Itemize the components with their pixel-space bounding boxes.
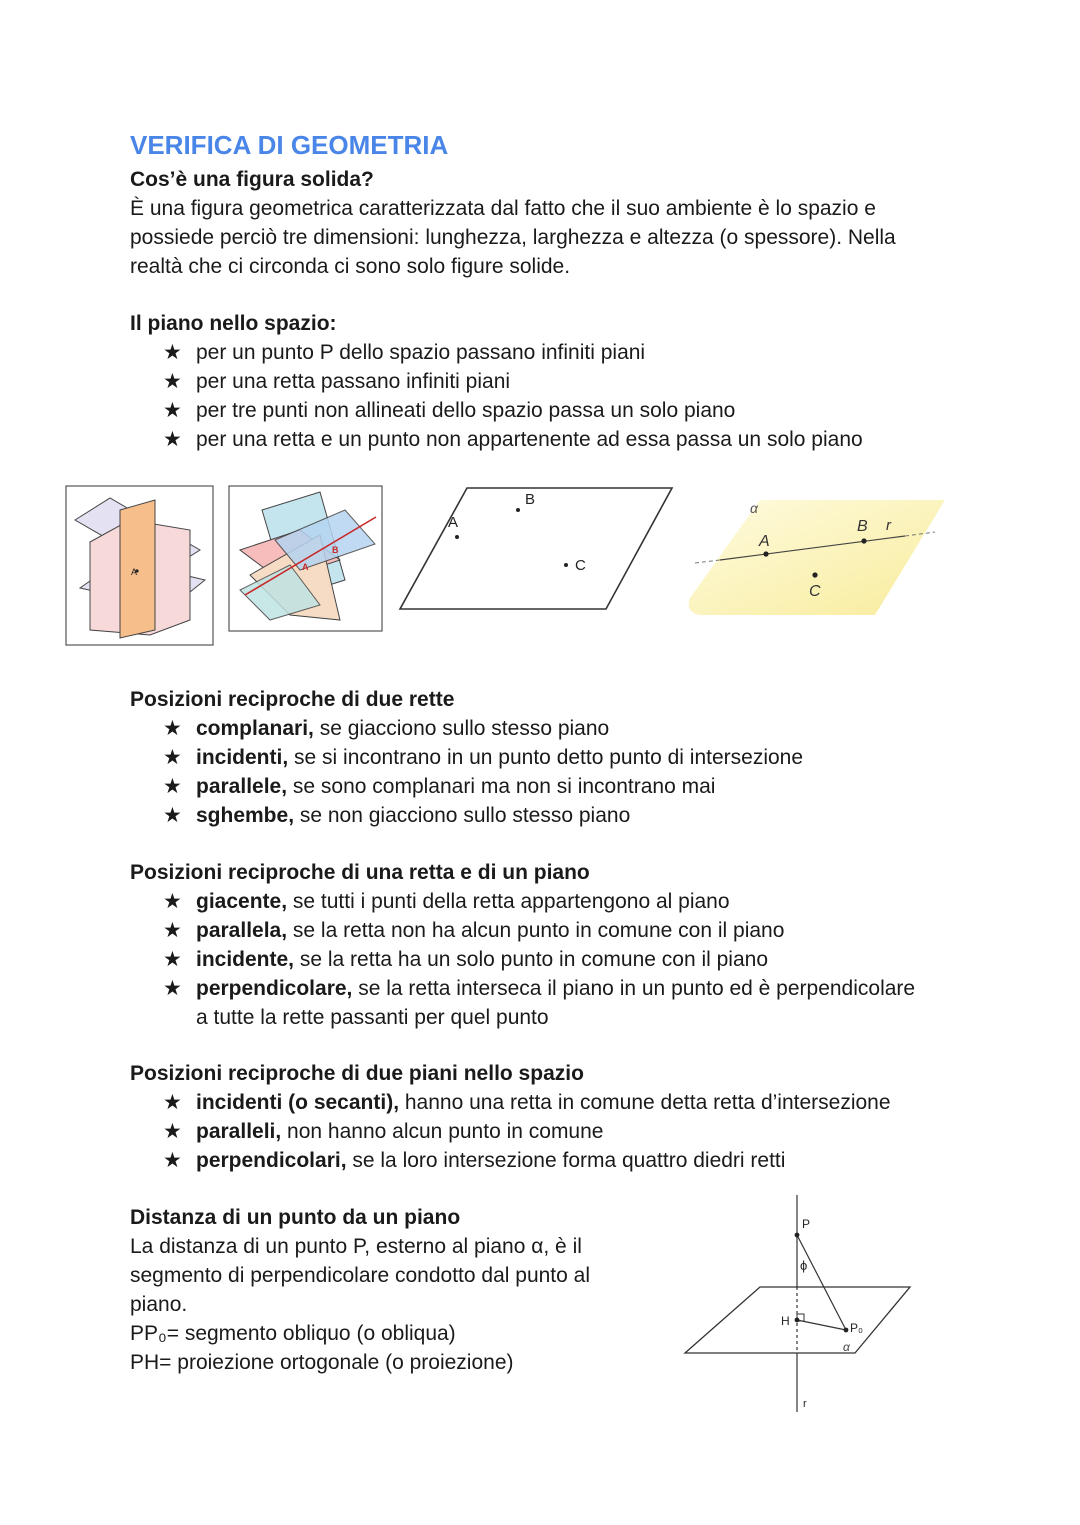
definition: se sono complanari ma non si incontrano mai [287,775,716,798]
term: perpendicolari, [196,1149,347,1172]
solid-line: possiede perciò tre dimensioni: lunghezza, larghezza e altezza (o spessore). Nella [130,226,896,249]
fig3-point-c: C [575,557,586,574]
star-icon: ★ [163,804,182,827]
list-item [163,1088,891,1117]
definition: se giacciono sullo stesso piano [313,717,610,740]
item-text: per un punto P dello spazio passano infiniti piani [196,341,646,364]
term: paralleli, [196,1120,282,1143]
diagram-point-h: H [781,1314,790,1328]
diagram-angle-phi: ϕ [800,1258,808,1273]
term: incidente, [196,948,295,971]
figure-line-and-point-plane [689,500,945,615]
two-planes-list [163,1088,891,1175]
list-item [163,743,803,772]
definition: hanno una retta in comune detta retta d’intersezione [399,1091,891,1114]
star-icon: ★ [163,428,182,451]
distance-diagram [680,1190,920,1415]
solid-paragraph [130,194,930,281]
star-icon: ★ [163,919,182,942]
definition: se la retta non ha alcun punto in comune con il piano [287,919,785,942]
term: parallela, [196,919,288,942]
fig2-point-b: B [332,545,339,555]
list-item [163,338,863,367]
term: complanari, [196,717,314,740]
term: sghembe, [196,804,295,827]
diagram-line-r: r [803,1398,807,1410]
definition: se la loro intersezione forma quattro diedri retti [346,1149,786,1172]
lines-list [163,714,803,830]
list-item [163,974,915,1032]
distance-line: piano. [130,1293,188,1316]
fig1-point-label: A [131,567,138,577]
line-plane-heading: Posizioni reciproche di una retta e di un piano [130,861,590,884]
plane-heading: Il piano nello spazio: [130,312,337,335]
term: incidenti, [196,746,289,769]
definition-continued: a tutte la rette passanti per quel punto [196,1006,549,1029]
star-icon: ★ [163,341,182,364]
term: parallele, [196,775,288,798]
fig2-point-a: A [302,562,309,572]
star-icon: ★ [163,399,182,422]
diagram-point-p0: P₀ [850,1321,863,1335]
distance-line: PH= proiezione ortogonale (o proiezione) [130,1351,514,1374]
distance-line: segmento di perpendicolare condotto dal punto al [130,1264,590,1287]
list-item [163,945,915,974]
fig4-line-r: r [886,517,891,534]
list-item [163,887,915,916]
solid-line: È una figura geometrica caratterizzata dal fatto che il suo ambiente è lo spazio e [130,197,876,220]
star-icon: ★ [163,977,182,1000]
plane-figures [0,480,1080,655]
list-item [163,396,863,425]
list-item [163,772,803,801]
star-icon: ★ [163,890,182,913]
solid-heading: Cos’è una figura solida? [130,168,374,191]
diagram-point-p: P [802,1217,811,1231]
list-item [163,367,863,396]
star-icon: ★ [163,1120,182,1143]
term: perpendicolare, [196,977,353,1000]
figure-planes-through-point [66,486,213,645]
page-title: VERIFICA DI GEOMETRIA [130,130,449,160]
diagram-alpha: α [843,1340,850,1354]
term: incidenti (o secanti), [196,1091,400,1114]
star-icon: ★ [163,775,182,798]
item-text: per una retta passano infiniti piani [196,370,511,393]
term: giacente, [196,890,288,913]
definition: se si incontrano in un punto detto punto di intersezione [288,746,804,769]
item-text: per una retta e un punto non appartenente ad essa passa un solo piano [196,428,863,451]
list-item [163,1146,891,1175]
star-icon: ★ [163,1091,182,1114]
definition: se la retta interseca il piano in un punto ed è perpendicolare [352,977,916,1000]
star-icon: ★ [163,948,182,971]
line-plane-list [163,887,915,1032]
star-icon: ★ [163,746,182,769]
definition: se la retta ha un solo punto in comune con il piano [294,948,769,971]
star-icon: ★ [163,370,182,393]
distance-paragraph [130,1232,650,1377]
fig3-point-b: B [525,491,536,508]
lines-heading: Posizioni reciproche di due rette [130,688,455,711]
figure-three-points-plane [400,488,672,609]
list-item [163,801,803,830]
definition: se non giacciono sullo stesso piano [294,804,631,827]
item-text: per tre punti non allineati dello spazio passa un solo piano [196,399,736,422]
distance-line: La distanza di un punto P, esterno al piano α, è il [130,1235,582,1258]
definition: non hanno alcun punto in comune [281,1120,604,1143]
distance-line: PP₀= segmento obliquo (o obliqua) [130,1322,456,1345]
fig4-alpha-label: α [750,500,758,516]
figure-planes-through-line [229,486,382,631]
list-item [163,1117,891,1146]
fig3-point-a: A [448,514,459,531]
fig4-point-b: B [857,518,868,535]
fig4-point-c: C [809,583,821,600]
plane-list [163,338,863,454]
distance-heading: Distanza di un punto da un piano [130,1206,461,1229]
list-item [163,916,915,945]
definition: se tutti i punti della retta appartengono al piano [287,890,730,913]
star-icon: ★ [163,717,182,740]
list-item [163,714,803,743]
list-item [163,425,863,454]
solid-line: realtà che ci circonda ci sono solo figure solide. [130,255,571,278]
fig4-point-a: A [759,533,770,550]
two-planes-heading: Posizioni reciproche di due piani nello spazio [130,1062,584,1085]
star-icon: ★ [163,1149,182,1172]
